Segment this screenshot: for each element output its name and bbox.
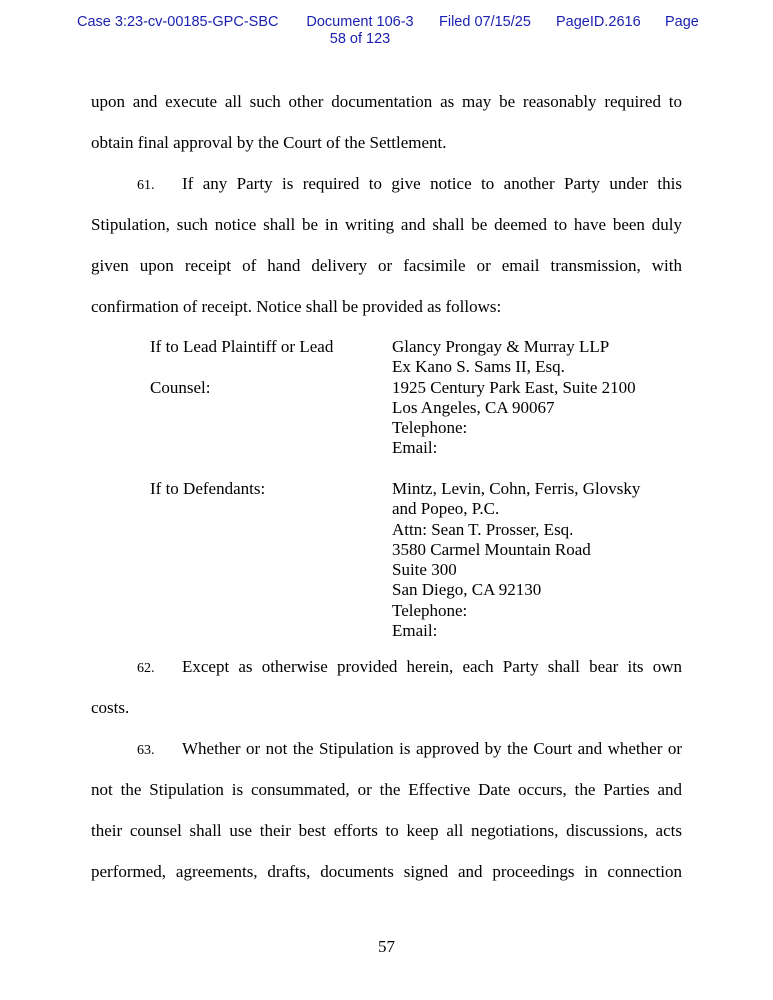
notice-plaintiff-address [392, 337, 636, 459]
plaintiff-address-line: 1925 Century Park East, Suite 2100 [392, 377, 636, 397]
page-number: 57 [378, 937, 395, 956]
paragraph-61-line-2: Stipulation, such notice shall be in writing and shall be deemed to have been duly [91, 215, 682, 234]
defendants-address-line: 3580 Carmel Mountain Road [392, 539, 591, 559]
paragraph-63-line-2: not the Stipulation is consummated, or the Effective Date occurs, the Parties and [91, 780, 682, 799]
defendants-address-line: and Popeo, P.C. [392, 499, 500, 519]
paragraph-61-first-line [137, 174, 682, 194]
defendants-address-line: Attn: Sean T. Prosser, Esq. [392, 519, 574, 539]
paragraph-63-line-4: performed, agreements, drafts, documents signed and proceedings in connection [91, 862, 682, 881]
header-page-label: Page [665, 14, 699, 30]
paragraph-61-line-4: confirmation of receipt. Notice shall be provided as follows: [91, 297, 502, 316]
header-document-line1: Document 106-3 [306, 14, 414, 30]
notice-plaintiff-label-line-1: If to Lead Plaintiff or Lead [150, 337, 334, 356]
defendants-address-line: Telephone: [392, 600, 468, 620]
continuation-line-2: obtain final approval by the Court of the Settlement. [91, 133, 447, 152]
plaintiff-address-line: Ex Kano S. Sams II, Esq. [392, 357, 565, 377]
plaintiff-address-line: Telephone: [392, 418, 468, 438]
header-document-number [305, 14, 415, 48]
plaintiff-address-line: Email: [392, 438, 438, 458]
paragraph-61-line-1: If any Party is required to give notice to another Party under this [182, 174, 682, 193]
header-filed-date: Filed 07/15/25 [439, 14, 531, 30]
paragraph-62-number: 62. [137, 661, 155, 676]
paragraph-62-line-1: Except as otherwise provided herein, each Party shall bear its own [182, 657, 682, 676]
plaintiff-address-line: Los Angeles, CA 90067 [392, 397, 555, 417]
defendants-address-line: San Diego, CA 92130 [392, 580, 542, 600]
notice-defendants-address [392, 479, 640, 641]
header-case-number: Case 3:23-cv-00185-GPC-SBC [77, 14, 279, 30]
defendants-address-line: Suite 300 [392, 560, 457, 580]
paragraph-63-line-1: Whether or not the Stipulation is approved by the Court and whether or [182, 739, 682, 758]
paragraph-62-first-line [137, 657, 682, 677]
paragraph-63-first-line [137, 739, 682, 759]
paragraph-61-line-3: given upon receipt of hand delivery or facsimile or email transmission, with [91, 256, 682, 275]
header-page-id: PageID.2616 [556, 14, 641, 30]
notice-defendants-label: If to Defendants: [150, 479, 266, 498]
paragraph-63-number: 63. [137, 743, 155, 758]
header-document-line2: 58 of 123 [329, 31, 391, 47]
paragraph-61-number: 61. [137, 178, 155, 193]
paragraph-63-line-3: their counsel shall use their best efforts to keep all negotiations, discussions, acts [91, 821, 682, 840]
defendants-address-line: Email: [392, 621, 438, 641]
notice-plaintiff-label-line-2: Counsel: [150, 378, 211, 397]
defendants-address-line: Mintz, Levin, Cohn, Ferris, Glovsky [392, 479, 641, 498]
plaintiff-address-line: Glancy Prongay & Murray LLP [392, 337, 610, 356]
continuation-line-1: upon and execute all such other documentation as may be reasonably required to [91, 92, 682, 111]
paragraph-62-line-2: costs. [91, 698, 130, 717]
